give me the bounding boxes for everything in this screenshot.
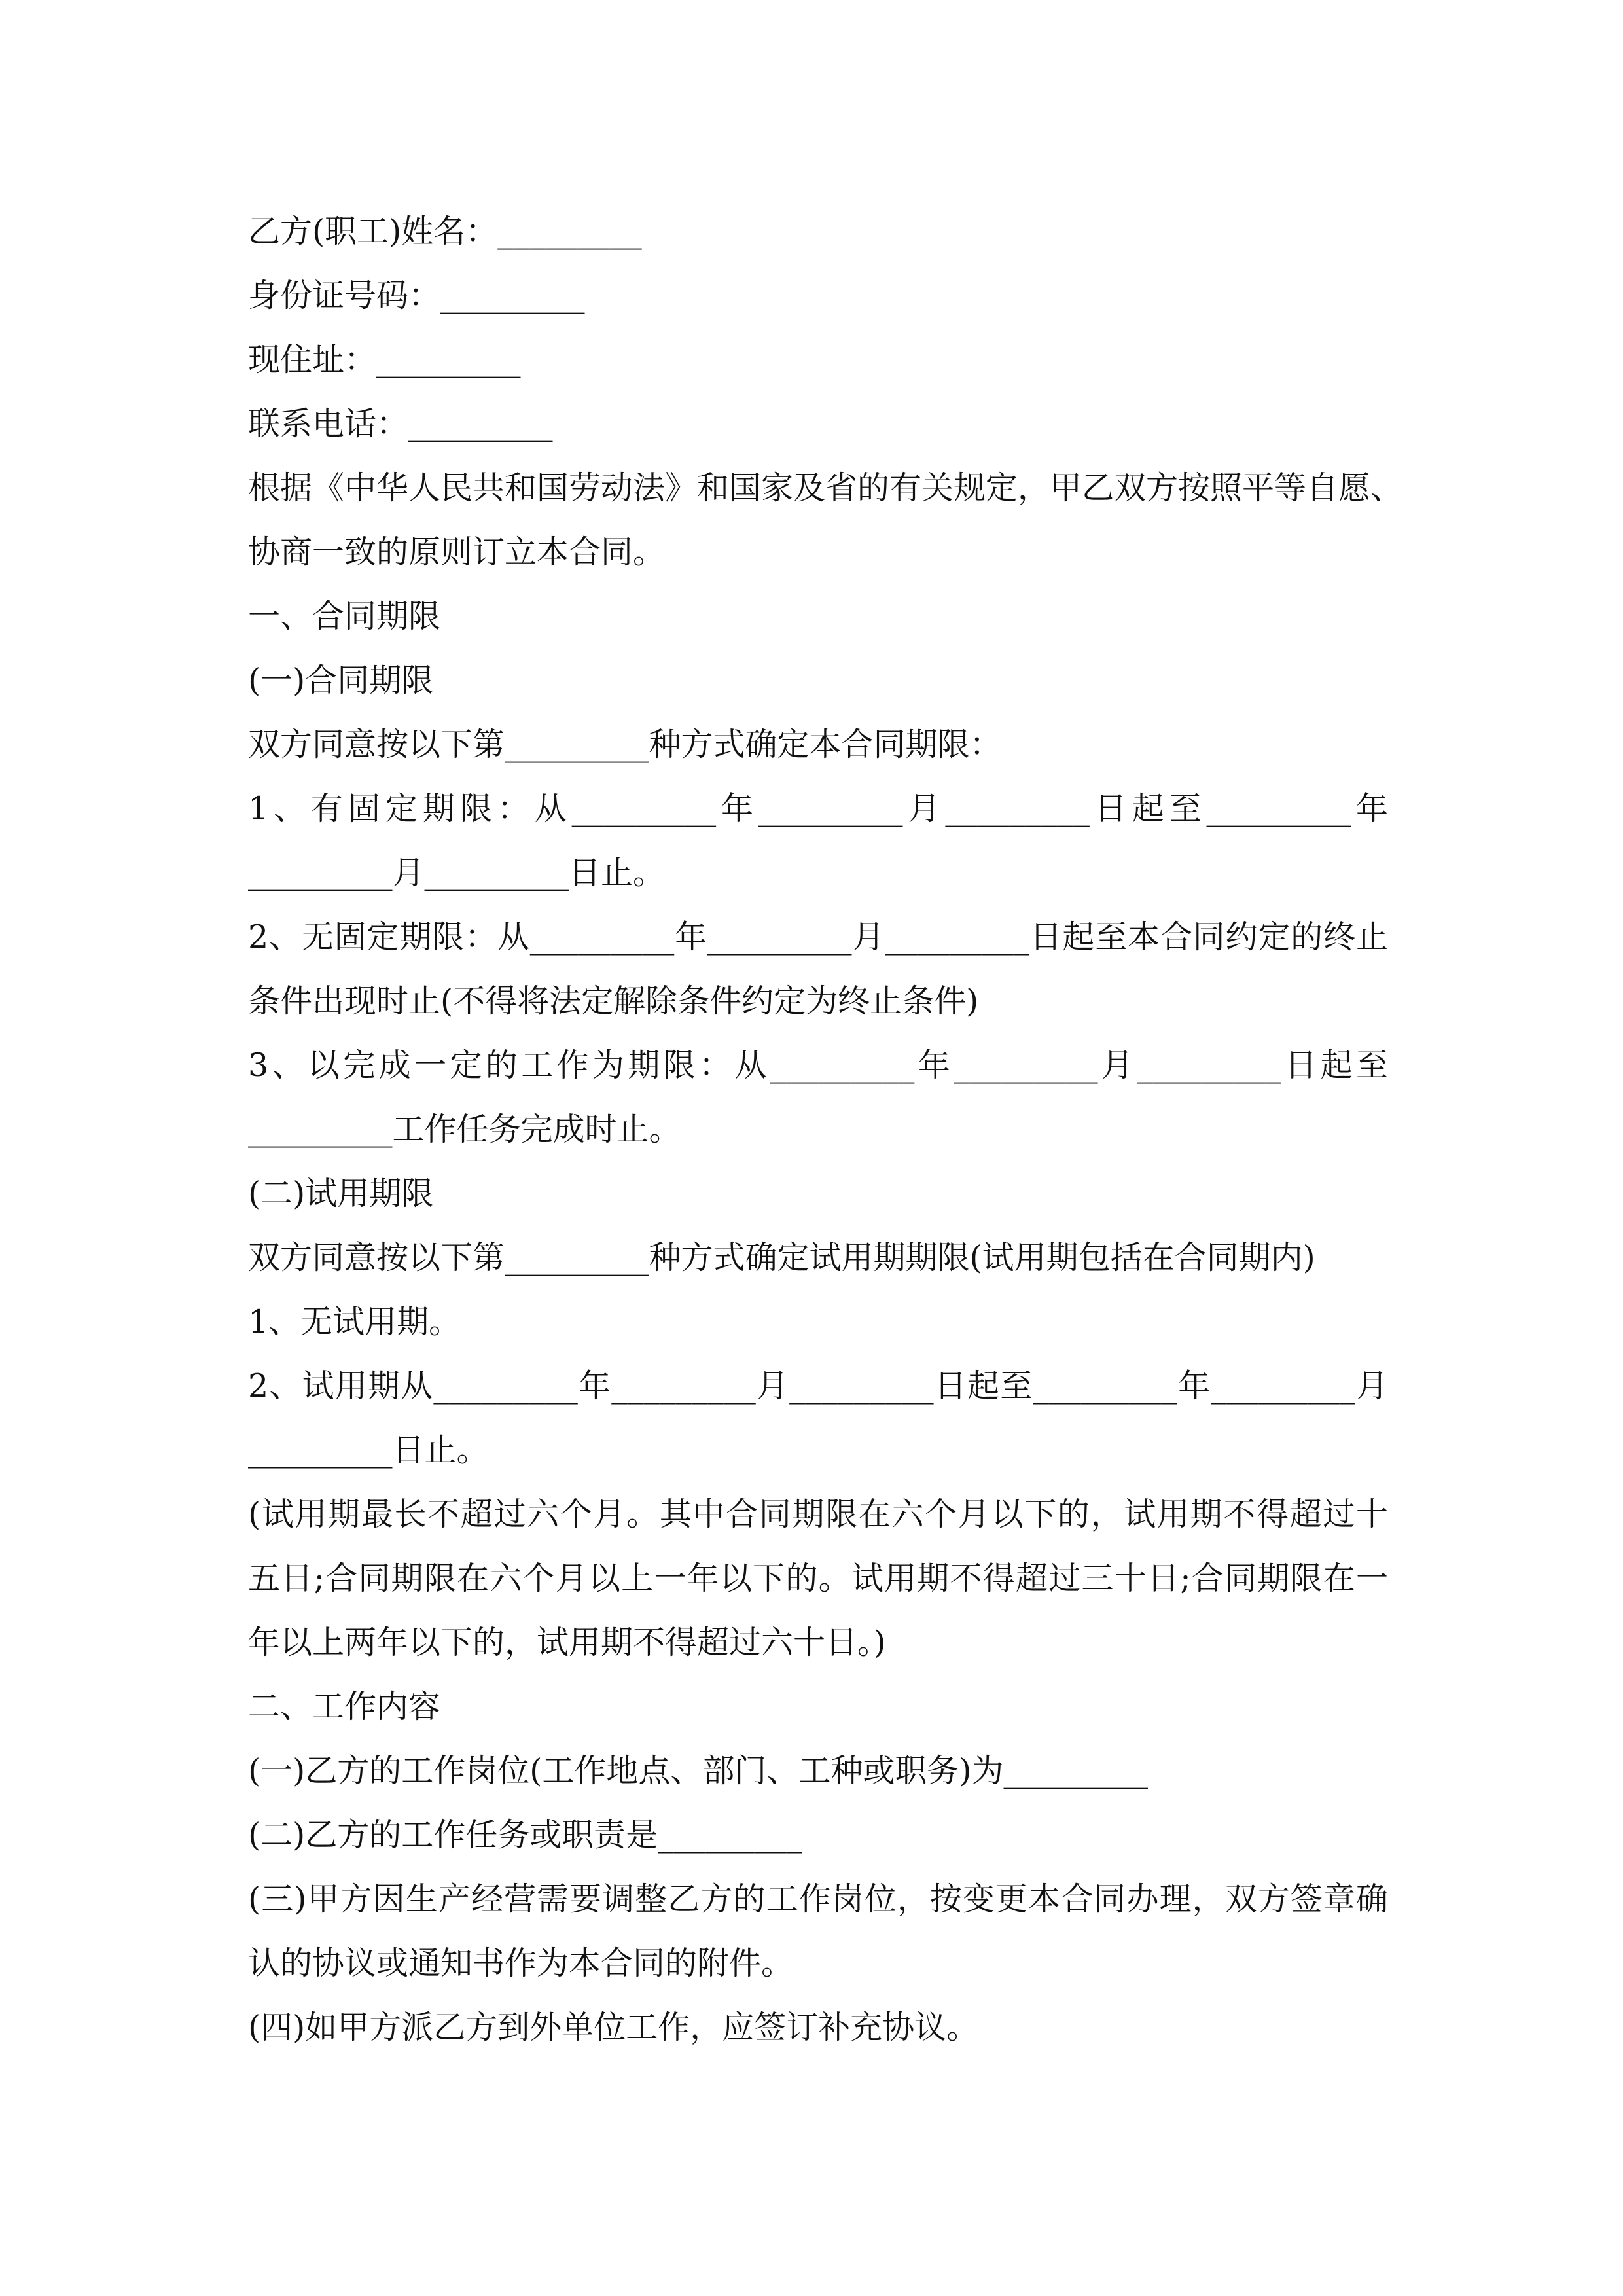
document-line: (试用期最长不超过六个月。其中合同期限在六个月以下的，试用期不得超过十 xyxy=(248,1496,1388,1533)
document-line: 2、无固定期限：从_________年_________月_________日起至本合同约定的终止 xyxy=(248,918,1388,956)
contract-page-body xyxy=(248,200,1403,2060)
document-line: 一、合同期限 xyxy=(248,598,441,635)
document-line: (一)合同期限 xyxy=(248,662,434,699)
document-line: 双方同意按以下第_________种方式确定本合同期限： xyxy=(248,726,1002,763)
document-line: (二)试用期限 xyxy=(248,1175,434,1212)
document-line: _________月_________日止。 xyxy=(248,854,666,891)
document-line: 认的协议或通知书作为本合同的附件。 xyxy=(248,1945,794,1982)
document-line: 二、工作内容 xyxy=(248,1688,441,1725)
document-line: 五日;合同期限在六个月以上一年以下的。试用期不得超过三十日;合同期限在一 xyxy=(248,1560,1388,1597)
document-line: (二)乙方的工作任务或职责是_________ xyxy=(248,1816,802,1854)
document-line: 2、试用期从_________年_________月_________日起至_________年_________月 xyxy=(248,1367,1388,1405)
document-line: (三)甲方因生产经营需要调整乙方的工作岗位，按变更本合同办理，双方签章确 xyxy=(248,1880,1389,1918)
document-line: (一)乙方的工作岗位(工作地点、部门、工种或职务)为_________ xyxy=(248,1752,1148,1789)
document-line: 年以上两年以下的，试用期不得超过六十日。) xyxy=(248,1624,886,1661)
document-line: 双方同意按以下第_________种方式确定试用期期限(试用期包括在合同期内) xyxy=(248,1239,1315,1276)
document-line: 1、有固定期限：从_________年_________月_________日起至_________年 xyxy=(248,790,1388,827)
document-line: 协商一致的原则订立本合同。 xyxy=(248,533,666,571)
document-line: 现住址：_________ xyxy=(248,341,521,378)
document-line: 身份证号码：_________ xyxy=(248,277,585,314)
document-line: 1、无试用期。 xyxy=(248,1303,461,1340)
document-line: 联系电话：_________ xyxy=(248,405,553,442)
document-line: 条件出现时止(不得将法定解除条件约定为终止条件) xyxy=(248,982,979,1020)
document-line: _________工作任务完成时止。 xyxy=(248,1111,681,1148)
document-line: 3、以完成一定的工作为期限：从_________年_________月_________日起至 xyxy=(248,1047,1388,1084)
document-line: 乙方(职工)姓名：_________ xyxy=(248,213,642,250)
document-line: (四)如甲方派乙方到外单位工作，应签订补充协议。 xyxy=(248,2009,979,2046)
document-line: _________日止。 xyxy=(248,1431,489,1469)
document-line: 根据《中华人民共和国劳动法》和国家及省的有关规定，甲乙双方按照平等自愿、 xyxy=(248,469,1403,507)
